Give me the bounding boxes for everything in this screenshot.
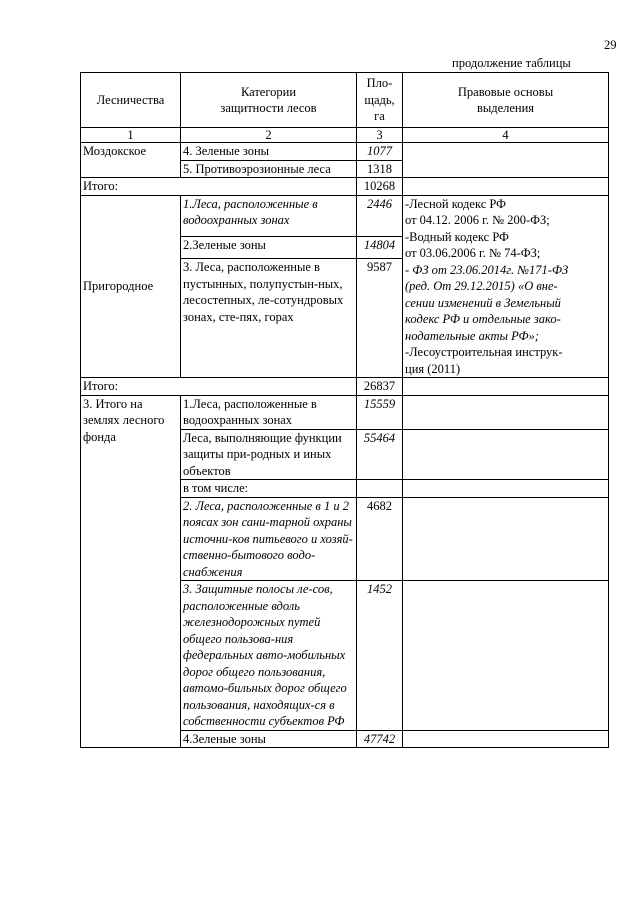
legal-line: от 03.06.2006 г. № 74-ФЗ; (405, 246, 541, 260)
page-number: 29 (604, 38, 617, 52)
legal-basis-cell (403, 195, 609, 378)
legal-line: -Водный кодекс РФ (405, 229, 509, 244)
col-number: 1 (81, 128, 181, 143)
header-category-line: защитности лесов (220, 101, 317, 115)
legal-line: -Лесоустроительная инструк- (405, 345, 563, 359)
column-number-row (81, 128, 609, 143)
total-value: 26837 (357, 378, 403, 396)
legal-line: (ред. От 29.12.2015) «О вне- (405, 279, 558, 293)
legal-cell (403, 395, 609, 429)
continuation-label: продолжение таблицы (452, 56, 571, 70)
forestry-name (81, 395, 181, 748)
table-row (81, 195, 609, 237)
col-number: 4 (403, 128, 609, 143)
area-cell: 47742 (357, 730, 403, 748)
header-area-line: Пло- (366, 76, 393, 91)
total-label: Итого: (81, 378, 357, 396)
header-legal (403, 73, 609, 128)
forestry-name: Пригородное (81, 195, 181, 378)
area-cell: 2446 (357, 195, 403, 237)
header-row (81, 73, 609, 128)
area-cell: 15559 (357, 395, 403, 429)
area-cell: 4682 (357, 497, 403, 581)
forestry-name: Моздокское (81, 143, 181, 178)
header-category-line: Категории (240, 84, 297, 99)
header-area-line: щадь, (364, 92, 395, 107)
forestry-name-line: землях лесного (83, 413, 165, 427)
area-cell (357, 480, 403, 498)
area-cell: 55464 (357, 429, 403, 480)
category-cell: 3. Леса, расположенные в пустынных, полупустын-ных, лесостепных, ле-сотундровых зонах, сте-пях, горах (181, 259, 357, 378)
legal-cell (403, 730, 609, 748)
area-cell: 1452 (357, 581, 403, 731)
category-cell: 1.Леса, расположенные в водоохранных зонах (181, 195, 357, 237)
header-forestry: Лесничества (81, 73, 181, 128)
header-category (181, 73, 357, 128)
forestry-name-line: 3. Итого на (83, 396, 143, 411)
legal-line: нодательные акты РФ»; (405, 328, 539, 343)
total-row (81, 178, 609, 196)
legal-line: кодекс РФ и отдельные зако- (405, 312, 561, 326)
category-cell: 1.Леса, расположенные в водоохранных зонах (181, 395, 357, 429)
category-cell: Леса, выполняющие функции защиты при-родных и иных объектов (181, 429, 357, 480)
area-cell: 1077 (357, 143, 403, 161)
category-cell: 2.Зеленые зоны (181, 237, 357, 259)
area-cell: 9587 (357, 259, 403, 378)
header-legal-line: выделения (476, 101, 535, 115)
category-cell: в том числе: (181, 480, 357, 498)
forest-protection-table (80, 72, 609, 748)
header-legal-line: Правовые основы (457, 84, 554, 99)
area-cell: 14804 (357, 237, 403, 259)
legal-line: -Лесной кодекс РФ (405, 196, 507, 211)
area-cell: 1318 (357, 160, 403, 178)
total-value: 10268 (357, 178, 403, 196)
legal-cell (403, 581, 609, 731)
total-row (81, 378, 609, 396)
legal-line: сении изменений в Земельный (405, 295, 561, 310)
header-area (357, 73, 403, 128)
legal-cell (403, 480, 609, 498)
legal-cell (403, 178, 609, 196)
category-cell: 2. Леса, расположенные в 1 и 2 поясах зон сани-тарной охраны источни-ков питьевого и хозяй-ственно-бытового водо-снабжения (181, 497, 357, 581)
category-cell: 5. Противоэрозионные леса (181, 160, 357, 178)
table-row (81, 143, 609, 161)
legal-cell (403, 378, 609, 396)
legal-line: - ФЗ от 23.06.2014г. №171-ФЗ (405, 262, 569, 277)
legal-cell (403, 429, 609, 480)
total-label: Итого: (81, 178, 357, 196)
legal-line: ция (2011) (405, 361, 461, 376)
table-row (81, 395, 609, 429)
category-cell: 3. Защитные полосы ле-сов, расположенные вдоль железнодорожных путей общего пользова-ния федеральных авто-мобильных дорог общего пользования, автомо-бильных дорог общего пользования, находящих-ся в собственности субъектов РФ (181, 581, 357, 731)
category-cell: 4.Зеленые зоны (181, 730, 357, 748)
forestry-name-line: фонда (83, 429, 116, 444)
category-cell: 4. Зеленые зоны (181, 143, 357, 161)
legal-cell (403, 497, 609, 581)
col-number: 3 (357, 128, 403, 143)
legal-line: от 04.12. 2006 г. № 200-ФЗ; (405, 213, 550, 227)
header-area-line: га (374, 109, 385, 124)
legal-cell (403, 143, 609, 178)
col-number: 2 (181, 128, 357, 143)
